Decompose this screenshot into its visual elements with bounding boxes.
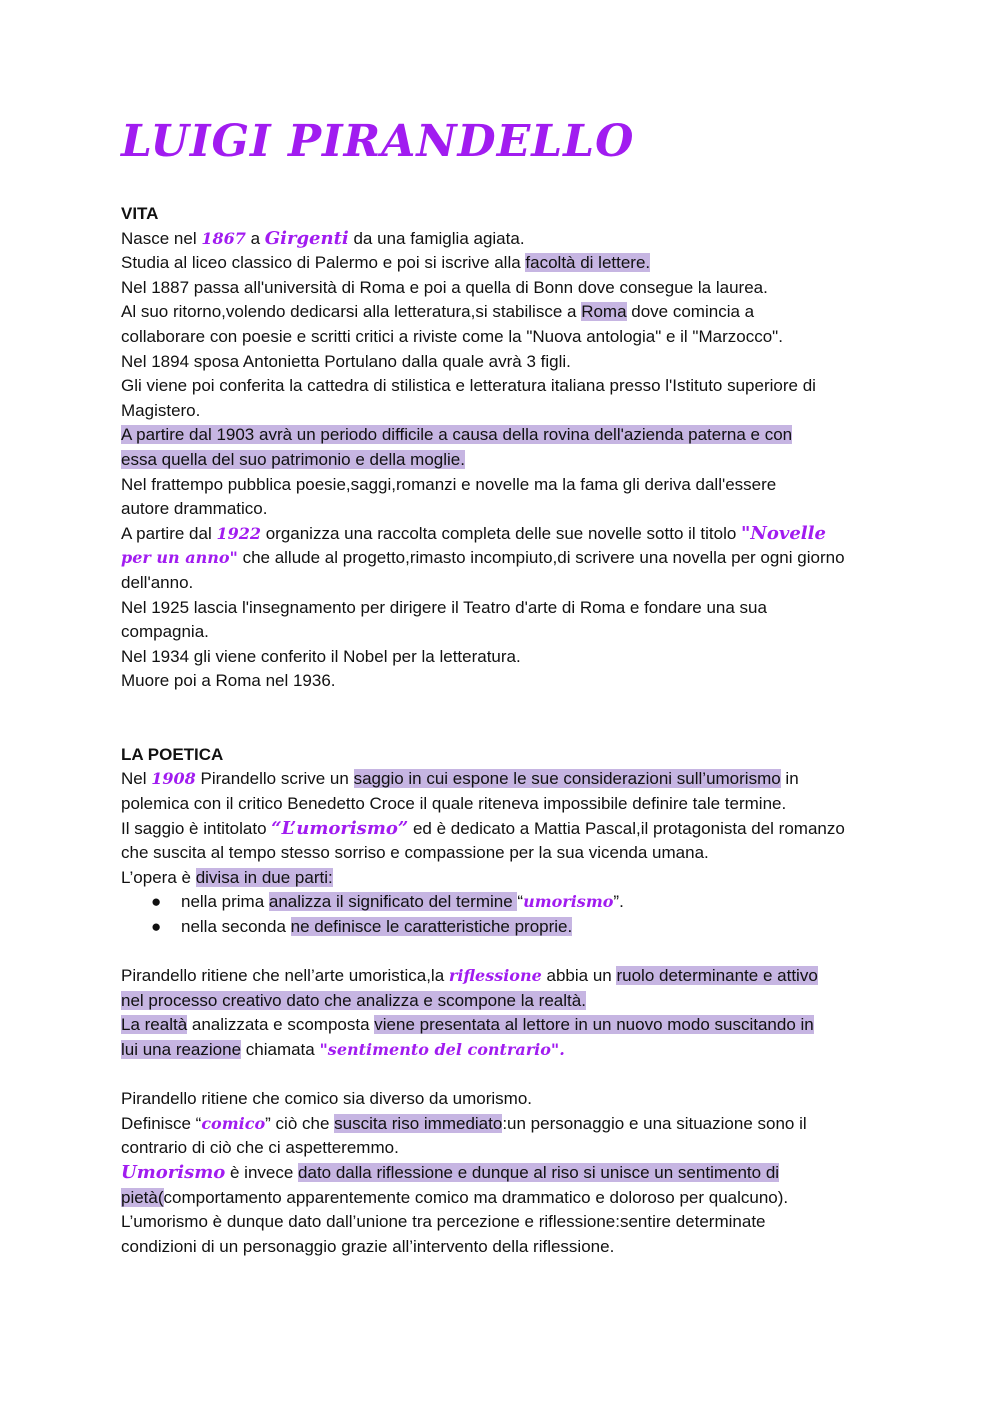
paragraph-line: compagnia.: [121, 622, 209, 642]
accent-text: Girgenti: [264, 227, 349, 249]
accent-text: umorismo: [523, 892, 614, 912]
highlighted-text: analizza il significato del termine: [268, 892, 518, 912]
paragraph-line: Definisce “comico” ciò che suscita riso immediato:un personaggio e una situazione sono il: [121, 1113, 807, 1133]
highlighted-text: nel processo creativo dato che analizza e scompone la realtà.: [121, 990, 586, 1010]
section-poetica: [121, 743, 891, 1259]
accent-text: “L’umorismo”: [271, 817, 409, 839]
section-heading-vita: VITA: [121, 204, 159, 223]
highlighted-text: suscita riso immediato: [334, 1113, 503, 1133]
highlighted-text: essa quella del suo patrimonio e della moglie.: [121, 449, 465, 469]
paragraph-line: A partire dal 1922 organizza una raccolta completa delle sue novelle sotto il titolo "Novelle: [121, 522, 826, 544]
paragraph-line: Al suo ritorno,volendo dedicarsi alla letteratura,si stabilisce a Roma dove comincia a: [121, 302, 755, 322]
highlighted-text: ne definisce le caratteristiche proprie.: [290, 917, 573, 937]
paragraph-line: Nel 1894 sposa Antonietta Portulano dalla quale avrà 3 figli.: [121, 351, 571, 371]
accent-text: "sentimento del contrario".: [319, 1040, 565, 1059]
highlighted-text: A partire dal 1903 avrà un periodo difficile a causa della rovina dell'azienda paterna e con: [121, 425, 793, 445]
highlighted-text: facoltà di lettere.: [525, 253, 651, 273]
paragraph-line: che suscita al tempo stesso sorriso e compassione per la sua vicenda umana.: [121, 843, 709, 863]
highlighted-text: ruolo determinante e attivo: [616, 966, 818, 986]
accent-text: comico: [201, 1113, 266, 1133]
accent-text: 1867: [201, 228, 246, 248]
paragraph-line: L’opera è divisa in due parti:: [121, 867, 333, 887]
spacer: [121, 694, 891, 743]
document-page: [121, 110, 891, 1259]
section-vita: [121, 202, 891, 694]
paragraph-line: Umorismo è invece dato dalla riflessione e dunque al riso si unisce un sentimento di: [121, 1161, 780, 1183]
paragraph-line: Nel 1908 Pirandello scrive un saggio in cui espone le sue considerazioni sull’umorismo in: [121, 769, 799, 789]
bullet-icon: ●: [151, 892, 162, 912]
paragraph-line: Gli viene poi conferita la cattedra di stilistica e letteratura italiana presso l'Istituto superiore di: [121, 376, 816, 396]
spacer: [121, 1063, 891, 1088]
paragraph-line: pietà(comportamento apparentemente comico ma drammatico e doloroso per qualcuno).: [121, 1187, 789, 1207]
paragraph-line: Nel 1925 lascia l'insegnamento per dirigere il Teatro d'arte di Roma e fondare una sua: [121, 597, 767, 617]
paragraph-line: L’umorismo è dunque dato dall’unione tra percezione e riflessione:sentire determinate: [121, 1212, 766, 1232]
paragraph-line: Magistero.: [121, 400, 201, 420]
paragraph-line: Pirandello ritiene che comico sia diverso da umorismo.: [121, 1089, 533, 1109]
paragraph-line: Nel 1934 gli viene conferito il Nobel per la letteratura.: [121, 646, 521, 666]
accent-text: 1908: [151, 769, 196, 789]
section-heading-poetica: LA POETICA: [121, 744, 224, 764]
paragraph-line: Muore poi a Roma nel 1936.: [121, 671, 336, 691]
accent-text: Umorismo: [121, 1161, 226, 1183]
list-item: ● nella seconda ne definisce le caratteristiche proprie.: [121, 915, 891, 940]
paragraph-line: Nel 1887 passa all'università di Roma e poi a quella di Bonn dove consegue la laurea.: [121, 277, 768, 297]
paragraph-line: [121, 448, 891, 473]
highlighted-text: divisa in due parti:: [195, 867, 333, 887]
accent-text: "Novelle: [741, 522, 826, 544]
paragraph-line: polemica con il critico Benedetto Croce il quale riteneva impossibile definire tale termine.: [121, 794, 787, 814]
paragraph-line: per un anno" che allude al progetto,rimasto incompiuto,di scrivere una novella per ogni giorno: [121, 548, 845, 568]
spacer: [121, 940, 891, 965]
paragraph-line: Studia al liceo classico di Palermo e poi si iscrive alla facoltà di lettere.: [121, 253, 651, 273]
highlighted-text: saggio in cui espone le sue considerazioni sull’umorismo: [353, 769, 781, 789]
highlighted-text: pietà(: [121, 1187, 164, 1207]
accent-text: per un anno": [121, 548, 238, 568]
paragraph-line: collaborare con poesie e scritti critici a riviste come la "Nuova antologia" e il "Marzocco".: [121, 326, 783, 346]
paragraph-line: La realtà analizzata e scomposta viene presentata al lettore in un nuovo modo suscitando in: [121, 1015, 814, 1035]
paragraph-line: contrario di ciò che ci aspetteremmo.: [121, 1138, 399, 1158]
paragraph-line: dell'anno.: [121, 572, 194, 592]
accent-text: riflessione: [448, 966, 542, 986]
paragraph-line: autore drammatico.: [121, 499, 268, 519]
bullet-icon: ●: [151, 917, 162, 937]
document-title: LUIGI PIRANDELLO: [121, 116, 635, 167]
highlighted-text: La realtà: [121, 1015, 188, 1035]
paragraph-line: Nasce nel 1867 a Girgenti da una famiglia agiata.: [121, 227, 525, 249]
highlighted-text: viene presentata al lettore in un nuovo modo suscitando in: [374, 1015, 814, 1035]
paragraph-line: Nel frattempo pubblica poesie,saggi,romanzi e novelle ma la fama gli deriva dall'essere: [121, 474, 777, 494]
paragraph-line: condizioni di un personaggio grazie all’intervento della riflessione.: [121, 1236, 615, 1256]
paragraph-line: [121, 423, 891, 448]
paragraph-line: Pirandello ritiene che nell’arte umoristica,la riflessione abbia un ruolo determinante e attivo: [121, 966, 818, 986]
accent-text: 1922: [216, 523, 261, 543]
list-item: ● nella prima analizza il significato del termine “umorismo”.: [121, 890, 891, 915]
highlighted-text: lui una reazione: [121, 1040, 242, 1059]
paragraph-line: lui una reazione chiamata "sentimento del contrario".: [121, 1040, 565, 1059]
highlighted-text: dato dalla riflessione e dunque al riso si unisce un sentimento di: [298, 1162, 780, 1182]
highlighted-text: Roma: [581, 302, 627, 322]
paragraph-line: [121, 989, 891, 1014]
paragraph-line: Il saggio è intitolato “L’umorismo” ed è dedicato a Mattia Pascal,il protagonista del romanzo: [121, 817, 845, 839]
